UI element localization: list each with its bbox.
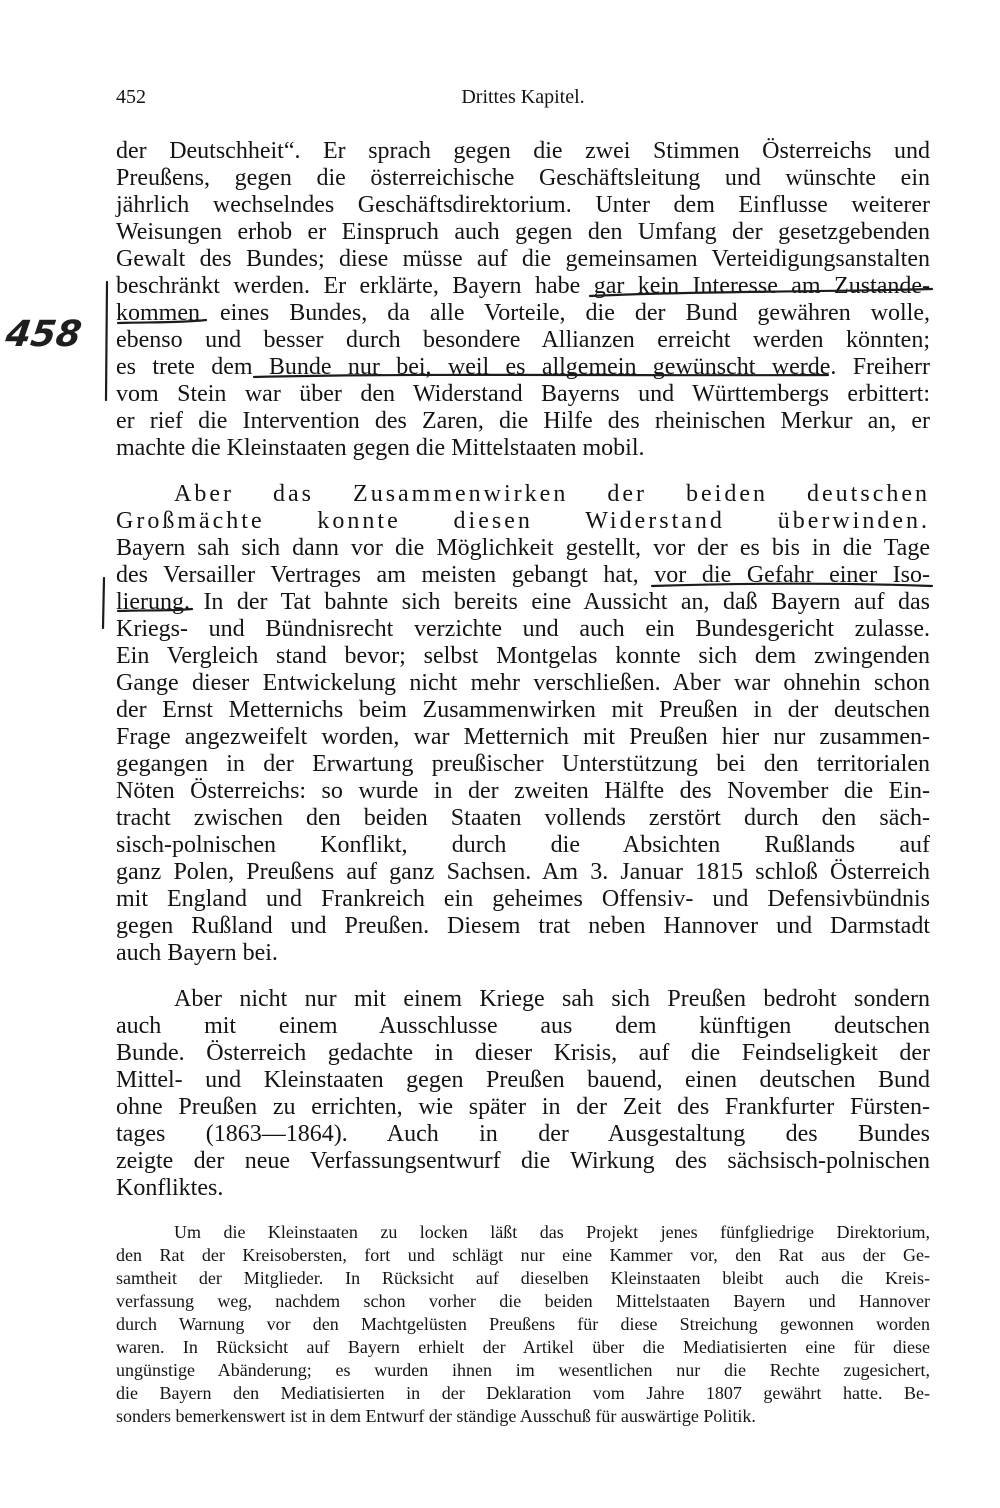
- footnote-line: den Rat der Kreisobersten, fort und schlägt nur eine Kammer vor, den Rat aus der Ge-: [116, 1245, 930, 1265]
- footnote-line: verfassung weg, nachdem schon vorher die beiden Mittelstaaten Bayern und Hannover: [116, 1291, 930, 1311]
- text-line: Nöten Österreichs: so wurde in der zweiten Hälfte des November die Ein-: [116, 778, 930, 804]
- text-line: machte die Kleinstaaten gegen die Mittelstaaten mobil.: [116, 435, 645, 461]
- running-title: Drittes Kapitel.: [461, 86, 585, 108]
- footnote-line: Um die Kleinstaaten zu locken läßt das Projekt jenes fünfgliedrige Direktorium,: [174, 1222, 930, 1242]
- footnote-line: die Bayern den Mediatisierten in der Deklaration vom Jahre 1807 gewährt hatte. Be-: [116, 1383, 930, 1403]
- text-line: sisch-polnischen Konflikt, durch die Absichten Rußlands auf: [116, 832, 930, 858]
- text-line: Aber das Zusammenwirken der beiden deutschen: [174, 481, 930, 507]
- text-line: lierung. In der Tat bahnte sich bereits eine Aussicht an, daß Bayern auf das: [116, 589, 930, 615]
- text-line: Weisungen erhob er Einspruch auch gegen den Umfang der gesetzgebenden: [116, 219, 930, 245]
- text-line: gegen Rußland und Preußen. Diesem trat neben Hannover und Darmstadt: [116, 913, 930, 939]
- text-line: Preußens, gegen die österreichische Geschäftsleitung und wünschte ein: [116, 165, 930, 191]
- page-header: [116, 86, 930, 116]
- text-line: jährlich wechselndes Geschäftsdirektorium. Unter dem Einflusse weiterer: [116, 192, 930, 218]
- text-line: kommen eines Bundes, da alle Vorteile, die der Bund gewähren wolle,: [116, 300, 930, 326]
- text-line: Gewalt des Bundes; diese müsse auf die gemeinsamen Verteidigungsanstalten: [116, 246, 930, 272]
- text-line: ebenso und besser durch besondere Allianzen erreicht werden könnten;: [116, 327, 930, 353]
- text-line: Bunde. Österreich gedachte in dieser Krisis, auf die Feindseligkeit der: [116, 1040, 930, 1066]
- text-line: er rief die Intervention des Zaren, die Hilfe des rheinischen Merkur an, er: [116, 408, 930, 434]
- margin-bracket-line: [103, 578, 104, 628]
- text-line: beschränkt werden. Er erklärte, Bayern habe gar kein Interesse am Zustande-: [116, 273, 930, 299]
- footnote-line: samtheit der Mitglieder. In Rücksicht auf dieselben Kleinstaaten bleibt auch die Kreis-: [116, 1268, 930, 1288]
- text-line: zeigte der neue Verfassungsentwurf die Wirkung des sächsisch-polnischen: [116, 1148, 930, 1174]
- text-line: Ein Vergleich stand bevor; selbst Montgelas konnte sich dem zwingenden: [116, 643, 930, 669]
- text-line: tages (1863—1864). Auch in der Ausgestaltung des Bundes: [116, 1121, 930, 1147]
- footnote-line: ungünstige Abänderung; es wurden ihnen im wesentlichen nur die Rechte zugesichert,: [116, 1360, 930, 1380]
- text-line: auch Bayern bei.: [116, 940, 278, 966]
- text-line: ganz Polen, Preußens auf ganz Sachsen. Am 3. Januar 1815 schloß Österreich: [116, 859, 930, 885]
- text-line: Konfliktes.: [116, 1175, 224, 1201]
- text-line: des Versailler Vertrages am meisten gebangt hat, vor die Gefahr einer Iso-: [116, 562, 930, 588]
- text-line: der Deutschheit“. Er sprach gegen die zwei Stimmen Österreichs und: [116, 138, 930, 164]
- text-line: Aber nicht nur mit einem Kriege sah sich Preußen bedroht sondern: [174, 986, 930, 1012]
- footnote-line: sonders bemerkenswert ist in dem Entwurf der ständige Ausschuß für auswärtige Politik.: [116, 1406, 756, 1426]
- handwritten-margin-note: 458: [3, 314, 85, 355]
- text-line: der Ernst Metternichs beim Zusammenwirken mit Preußen in der deutschen: [116, 697, 930, 723]
- text-line: tracht zwischen den beiden Staaten vollends zerstört durch den säch-: [116, 805, 930, 831]
- text-line: Frage angezweifelt worden, war Metternich mit Preußen hier nur zusammen-: [116, 724, 930, 750]
- text-line: Kriegs- und Bündnisrecht verzichte und auch ein Bundesgericht zulasse.: [116, 616, 930, 642]
- margin-bracket-line: [106, 282, 107, 400]
- text-line: mit England und Frankreich ein geheimes Offensiv- und Defensivbündnis: [116, 886, 930, 912]
- text-line: vom Stein war über den Widerstand Bayerns und Württembergs erbittert:: [116, 381, 930, 407]
- text-line: ohne Preußen zu errichten, wie später in der Zeit des Frankfurter Fürsten-: [116, 1094, 930, 1120]
- text-line: Bayern sah sich dann vor die Möglichkeit gestellt, vor der es bis in die Tage: [116, 535, 930, 561]
- text-line: Gange dieser Entwickelung nicht mehr verschließen. Aber war ohnehin schon: [116, 670, 930, 696]
- text-line: gegangen in der Erwartung preußischer Unterstützung bei den territorialen: [116, 751, 930, 777]
- text-line: Großmächte konnte diesen Widerstand überwinden.: [116, 508, 930, 534]
- footnote-line: waren. In Rücksicht auf Bayern erhielt der Artikel über die Mediatisierten eine für diese: [116, 1337, 930, 1357]
- text-line: Mittel- und Kleinstaaten gegen Preußen bauend, einen deutschen Bund: [116, 1067, 930, 1093]
- text-line: auch mit einem Ausschlusse aus dem künftigen deutschen: [116, 1013, 930, 1039]
- text-line: es trete dem Bunde nur bei, weil es allgemein gewünscht werde. Freiherr: [116, 354, 930, 380]
- footnote-line: durch Warnung vor den Machtgelüsten Preußens für diese Streichung gewonnen worden: [116, 1314, 930, 1334]
- page-number: 452: [116, 86, 146, 108]
